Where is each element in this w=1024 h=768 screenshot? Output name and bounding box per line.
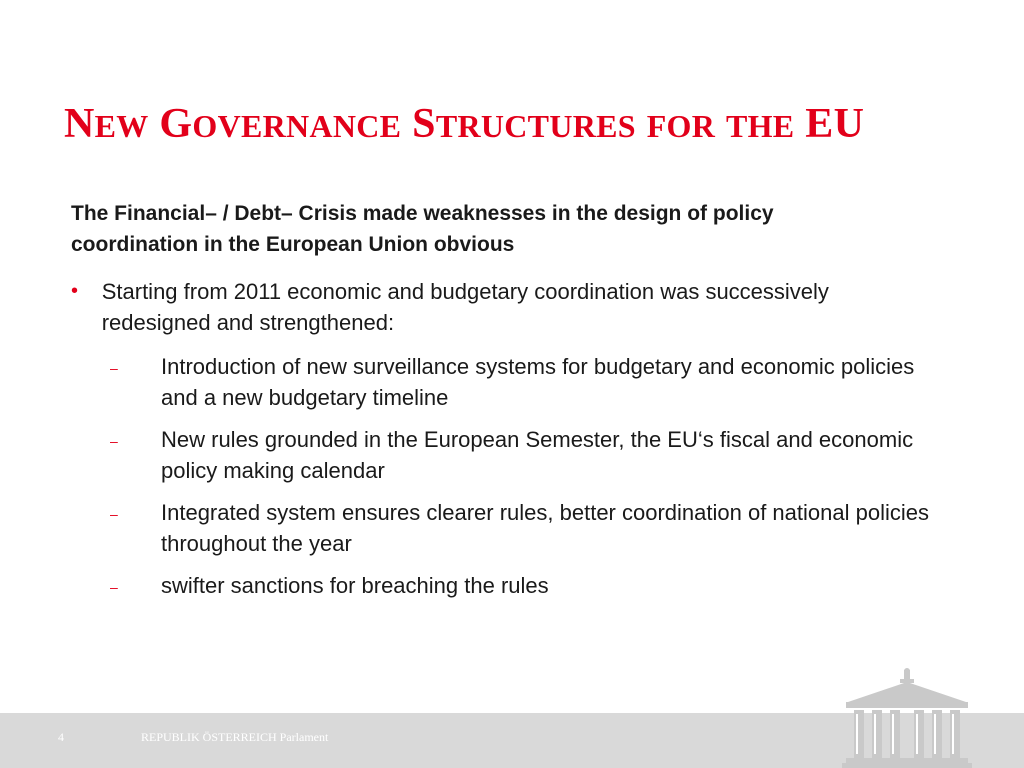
sub-bullet bbox=[110, 570, 950, 603]
sub-bullet bbox=[110, 497, 950, 559]
parliament-building-icon bbox=[842, 668, 972, 768]
title-rest-2: OVERNANCE bbox=[192, 108, 402, 144]
intro-text: The Financial– / Debt– Crisis made weaknesses in the design of policy coordination in the European Union obvious bbox=[71, 202, 774, 256]
dash-marker: – bbox=[110, 506, 118, 522]
dash-marker: – bbox=[110, 360, 118, 376]
title-cap-3: S bbox=[412, 101, 436, 147]
footer-brand: REPUBLIK ÖSTERREICH Parlament bbox=[141, 730, 329, 744]
main-bullet bbox=[71, 276, 931, 338]
title-rest-1: EW bbox=[94, 108, 149, 144]
title-word-the: THE bbox=[725, 108, 795, 144]
slide-title bbox=[64, 96, 864, 154]
sub-bullet bbox=[110, 351, 950, 413]
bullet-marker: • bbox=[71, 280, 79, 302]
title-cap-1: N bbox=[64, 101, 95, 147]
title-rest-3: TRUCTURES bbox=[435, 108, 636, 144]
sub-bullet-text: New rules grounded in the European Semester, the EU‘s fiscal and economic policy making calendar bbox=[161, 427, 914, 483]
sub-bullet-list bbox=[110, 351, 950, 614]
sub-bullet-text: swifter sanctions for breaching the rules bbox=[161, 573, 549, 598]
sub-bullet-text: Integrated system ensures clearer rules, better coordination of national policies throughout the year bbox=[161, 500, 929, 556]
title-word-eu: EU bbox=[805, 101, 865, 147]
dash-marker: – bbox=[110, 579, 118, 595]
sub-bullet-text: Introduction of new surveillance systems for budgetary and economic policies and a new budgetary timeline bbox=[161, 354, 915, 410]
page-number: 4 bbox=[58, 730, 64, 744]
main-bullet-text: Starting from 2011 economic and budgetary coordination was successively redesigned and strengthened: bbox=[101, 279, 829, 335]
sub-bullet bbox=[110, 424, 950, 486]
dash-marker: – bbox=[110, 433, 118, 449]
title-cap-2: G bbox=[159, 101, 193, 147]
title-word-for: FOR bbox=[646, 108, 716, 144]
